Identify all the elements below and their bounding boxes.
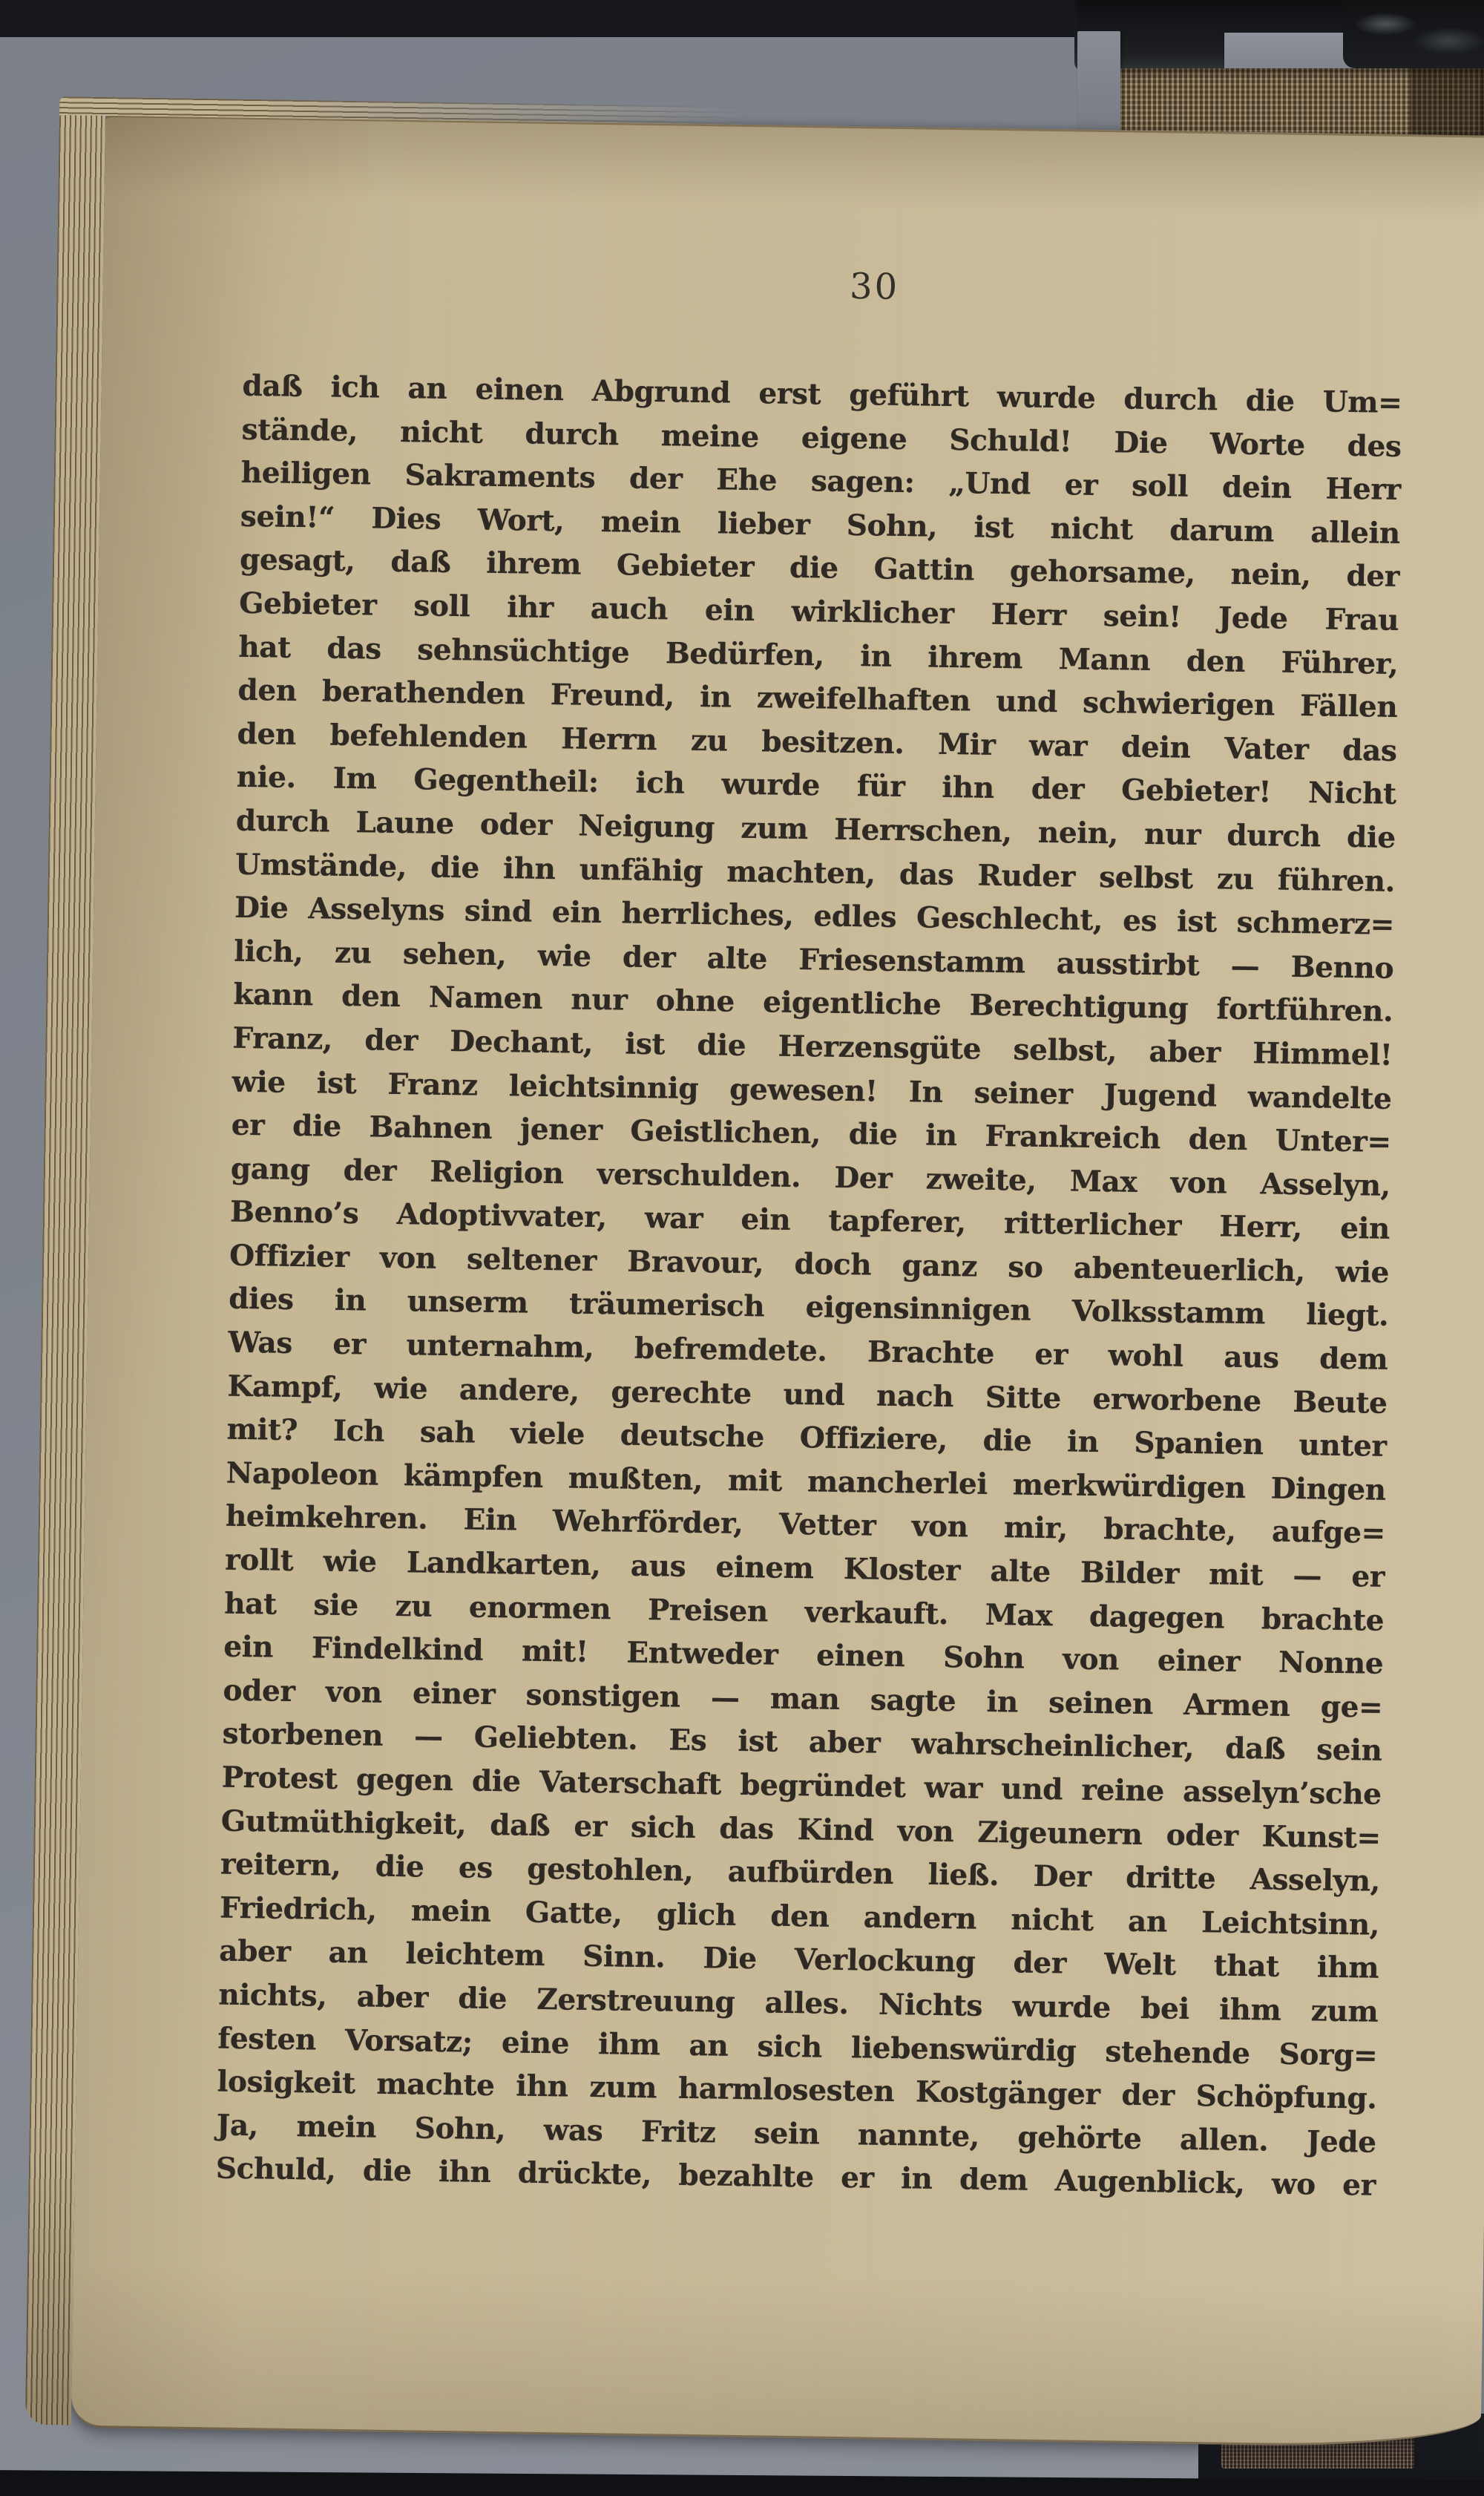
text-line: Gebieter soll ihr auch ein wirklicher Herr sein! Jede Frau	[238, 586, 1399, 638]
text-line: dies in unserm träumerisch eigensinnigen Volksstamm liegt.	[229, 1282, 1389, 1334]
text-line: hat das sehnsüchtige Bedürfen, in ihrem Mann den Führer,	[238, 629, 1399, 681]
text-line: sein!“ Dies Wort, mein lieber Sohn, ist nicht darum allein	[240, 499, 1401, 551]
text-line: reitern, die es gestohlen, aufbürden ließ. Der dritte Asselyn,	[220, 1847, 1381, 1899]
page-number: 30	[849, 265, 900, 308]
text-line: Friedrich, mein Gatte, glich den andern nicht an Leichtsinn,	[219, 1890, 1380, 1942]
page-text-block	[216, 364, 1402, 2208]
text-line: durch Laune oder Neigung zum Herrschen, nein, nur durch die	[235, 803, 1396, 855]
binding-cloth-shadow	[1410, 68, 1484, 143]
text-line: daß ich an einen Abgrund erst geführt wurde durch die Um=	[242, 368, 1402, 420]
book-page	[71, 115, 1484, 2448]
text-line: oder von einer sonstigen — man sagte in seinen Armen ge=	[223, 1673, 1383, 1725]
text-line: gesagt, daß ihrem Gebieter die Gattin gehorsame, nein, der	[239, 543, 1400, 594]
text-line: Schuld, die ihn drückte, bezahlte er in dem Augenblick, wo er	[215, 2151, 1376, 2204]
text-line: hat sie zu enormen Preisen verkauft. Max dagegen brachte	[223, 1586, 1385, 1638]
text-line: Franz, der Dechant, ist die Herzensgüte selbst, aber Himmel!	[232, 1021, 1393, 1072]
text-line: rollt wie Landkarten, aus einem Kloster alte Bilder mit — er	[224, 1542, 1385, 1594]
text-line: storbenen — Geliebten. Es ist aber wahrscheinlicher, daß sein	[222, 1716, 1382, 1769]
text-line: Was er unternahm, befremdete. Brachte er wohl aus dem	[228, 1325, 1388, 1377]
text-line: aber an leichtem Sinn. Die Verlockung der Welt that ihm	[218, 1933, 1379, 1986]
text-line: Ja, mein Sohn, was Fritz sein nannte, gehörte allen. Jede	[216, 2108, 1377, 2160]
text-line: heiligen Sakraments der Ehe sagen: „Und er soll dein Herr	[240, 455, 1402, 508]
text-line: heimkehren. Ein Wehrförder, Vetter von mir, brachte, aufge=	[225, 1499, 1386, 1551]
text-line: Benno’s Adoptivvater, war ein tapferer, ritterlicher Herr, ein	[229, 1194, 1391, 1247]
text-line: losigkeit machte ihn zum harmlosesten Kostgänger der Schöpfung.	[217, 2064, 1377, 2116]
text-line: den berathenden Freund, in zweifelhaften und schwierigen Fällen	[237, 672, 1398, 725]
text-line: Umstände, die ihn unfähig machten, das Ruder selbst zu führen.	[234, 847, 1396, 899]
text-line: mit? Ich sah viele deutsche Offiziere, die in Spanien unter	[226, 1412, 1387, 1464]
text-line: den befehlenden Herrn zu besitzen. Mir war dein Vater das	[237, 716, 1397, 768]
text-line: gang der Religion verschulden. Der zweite, Max von Asselyn,	[230, 1151, 1391, 1203]
text-line: Napoleon kämpfen mußten, mit mancherlei merkwürdigen Dingen	[226, 1455, 1387, 1507]
text-line: Offizier von seltener Bravour, doch ganz so abenteuerlich, wie	[229, 1238, 1390, 1290]
leather-cover-corner	[1343, 0, 1484, 68]
text-line: Die Asselyns sind ein herrliches, edles Geschlecht, es ist schmerz=	[234, 890, 1395, 943]
felt-tab	[1077, 31, 1120, 137]
text-line: nie. Im Gegentheil: ich wurde für ihn der Gebieter! Nicht	[236, 760, 1396, 812]
text-line: festen Vorsatz; eine ihm an sich liebenswürdig stehende Sorg=	[217, 2021, 1378, 2073]
text-line: Protest gegen die Vaterschaft begründet war und reine asselyn’sche	[221, 1760, 1382, 1812]
text-line: er die Bahnen jener Geistlichen, die in Frankreich den Unter=	[231, 1107, 1392, 1159]
text-line: nichts, aber die Zerstreuung alles. Nichts wurde bei ihm zum	[218, 1977, 1379, 2029]
text-line: Kampf, wie andere, gerechte und nach Sitte erworbene Beute	[227, 1369, 1388, 1421]
text-line: lich, zu sehen, wie der alte Friesenstamm ausstirbt — Benno	[233, 934, 1394, 986]
text-line: kann den Namen nur ohne eigentliche Berechtigung fortführen.	[233, 977, 1393, 1029]
text-line: wie ist Franz leichtsinnig gewesen! In seiner Jugend wandelte	[232, 1064, 1392, 1116]
text-line: Gutmüthigkeit, daß er sich das Kind von Zigeunern oder Kunst=	[220, 1804, 1382, 1855]
text-line: ein Findelkind mit! Entweder einen Sohn von einer Nonne	[223, 1629, 1384, 1681]
text-line: stände, nicht durch meine eigene Schuld! Die Worte des	[241, 412, 1402, 464]
